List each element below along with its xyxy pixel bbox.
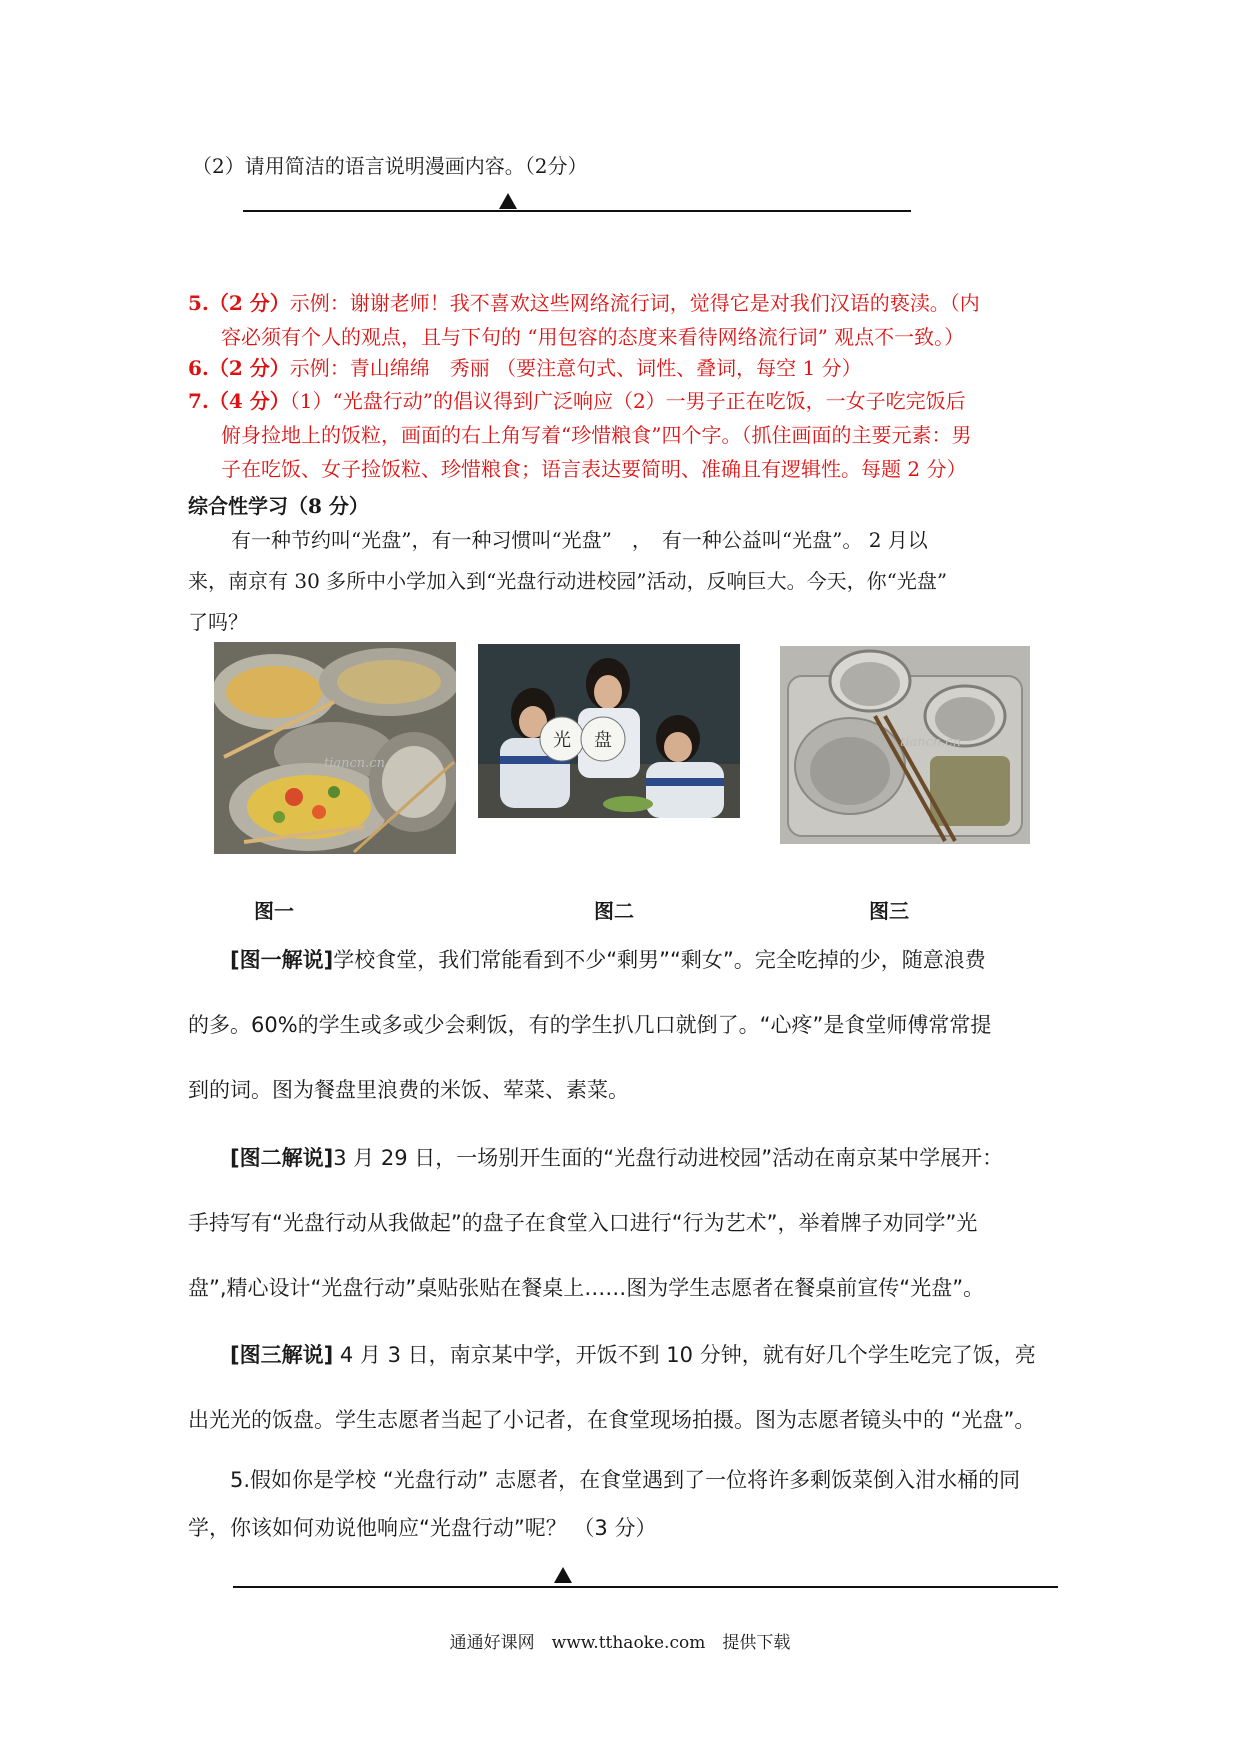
- photo-wasted-food-trays: [214, 642, 456, 854]
- answer-5-score: （2 分）: [208, 291, 290, 315]
- photo1-watermark: tiancn.cn: [324, 756, 385, 771]
- photo3-watermark: tiancn.cn: [900, 735, 961, 750]
- answer-5-num: 5.: [188, 291, 209, 315]
- answer-7-line2: 俯身捡地上的饭粒，画面的右上角写着“珍惜粮食”四个字。（抓住画面的主要元素：男: [221, 423, 972, 447]
- caption-figure-2: 图二: [594, 899, 634, 923]
- explanation-3-label: [图三解说]: [230, 1343, 334, 1367]
- explanation-3-text2: 出光光的饭盘。学生志愿者当起了小记者，在食堂现场拍摄。图为志愿者镜头中的 “光盘”。: [188, 1408, 1036, 1432]
- footer: 通通好课网 www.tthaoke.com 提供下载: [449, 1633, 791, 1653]
- question-2: （2）请用简洁的语言说明漫画内容。（2分）: [192, 154, 588, 178]
- answer-triangle-marker: [499, 193, 517, 209]
- explanation-figure-1: [188, 928, 1068, 1123]
- explanation-figure-2: [188, 1126, 1068, 1321]
- answer-6: [188, 351, 1058, 385]
- intro-line1: 有一种节约叫“光盘”，有一种习惯叫“光盘” ， 有一种公益叫“光盘”。 2 月以: [231, 528, 928, 552]
- intro-line3: 了吗？: [188, 610, 248, 634]
- answer-6-score: （2 分）: [208, 356, 290, 380]
- caption-figure-1: 图一: [254, 899, 294, 923]
- explanation-1-label: [图一解说]: [230, 948, 334, 972]
- explanation-2-label: [图二解说]: [230, 1146, 334, 1170]
- answer-triangle-marker-2: [554, 1567, 572, 1583]
- answer-5-line1: 示例：谢谢老师！我不喜欢这些网络流行词，觉得它是对我们汉语的亵渎。（内: [289, 291, 980, 315]
- question-5: [188, 1452, 1068, 1548]
- explanation-1-text1: 学校食堂，我们常能看到不少“剩男”“剩女”。完全吃掉的少，随意浪费: [333, 948, 986, 972]
- answer-5-line2: 容必须有个人的观点，且与下句的 “用包容的态度来看待网络流行词” 观点不一致。）: [221, 325, 965, 349]
- answer-6-num: 6.: [188, 356, 209, 380]
- answer-5: [188, 286, 1058, 354]
- answer-7-num: 7.: [188, 389, 209, 413]
- section-heading: 综合性学习（8 分）: [188, 494, 369, 518]
- explanation-3-text1: 4 月 3 日，南京某中学，开饭不到 10 分钟，就有好几个学生吃完了饭，亮: [333, 1343, 1036, 1367]
- answer-line-2: [233, 1586, 1058, 1588]
- explanation-2-text2: 手持写有“光盘行动从我做起”的盘子在食堂入口进行“行为艺术”，举着牌子劝同学”光: [188, 1211, 978, 1235]
- answer-7: [188, 384, 1058, 486]
- answer-7-score: （4 分）: [208, 389, 290, 413]
- question-5-line2: 学，你该如何劝说他响应“光盘行动”呢？ （3 分）: [188, 1516, 657, 1540]
- explanation-1-text2: 的多。60%的学生或多或少会剩饭，有的学生扒几口就倒了。“心疼”是食堂师傅常常提: [188, 1013, 992, 1037]
- explanation-figure-3: [188, 1323, 1068, 1453]
- answer-7-line1: （1）“光盘行动”的倡议得到广泛响应（2）一男子正在吃饭，一女子吃完饭后: [289, 389, 966, 413]
- intro-paragraph: [188, 520, 1058, 643]
- plate-char-2: 盘: [594, 730, 612, 751]
- answer-7-line3: 子在吃饭、女子捡饭粒、珍惜粮食；语言表达要简明、准确且有逻辑性。每题 2 分）: [221, 457, 967, 481]
- explanation-1-text3: 到的词。图为餐盘里浪费的米饭、荤菜、素菜。: [188, 1078, 629, 1102]
- photo-student-volunteers: [478, 644, 740, 818]
- plate-char-1: 光: [553, 730, 571, 751]
- answer-line: [243, 210, 911, 212]
- photo-clean-tray: [780, 646, 1030, 844]
- answer-6-line1: 示例：青山绵绵 秀丽 （要注意句式、词性、叠词，每空 1 分）: [289, 356, 862, 380]
- question-5-line1: 5.假如你是学校 “光盘行动” 志愿者，在食堂遇到了一位将许多剩饭菜倒入泔水桶的同: [230, 1468, 1021, 1492]
- caption-figure-3: 图三: [869, 899, 909, 923]
- intro-line2: 来，南京有 30 多所中小学加入到“光盘行动进校园”活动，反响巨大。今天，你“光盘”: [188, 569, 948, 593]
- explanation-2-text1: 3 月 29 日，一场别开生面的“光盘行动进校园”活动在南京某中学展开：: [333, 1146, 1004, 1170]
- explanation-2-text3: 盘”,精心设计“光盘行动”桌贴张贴在餐桌上……图为学生志愿者在餐桌前宣传“光盘”。: [188, 1276, 985, 1300]
